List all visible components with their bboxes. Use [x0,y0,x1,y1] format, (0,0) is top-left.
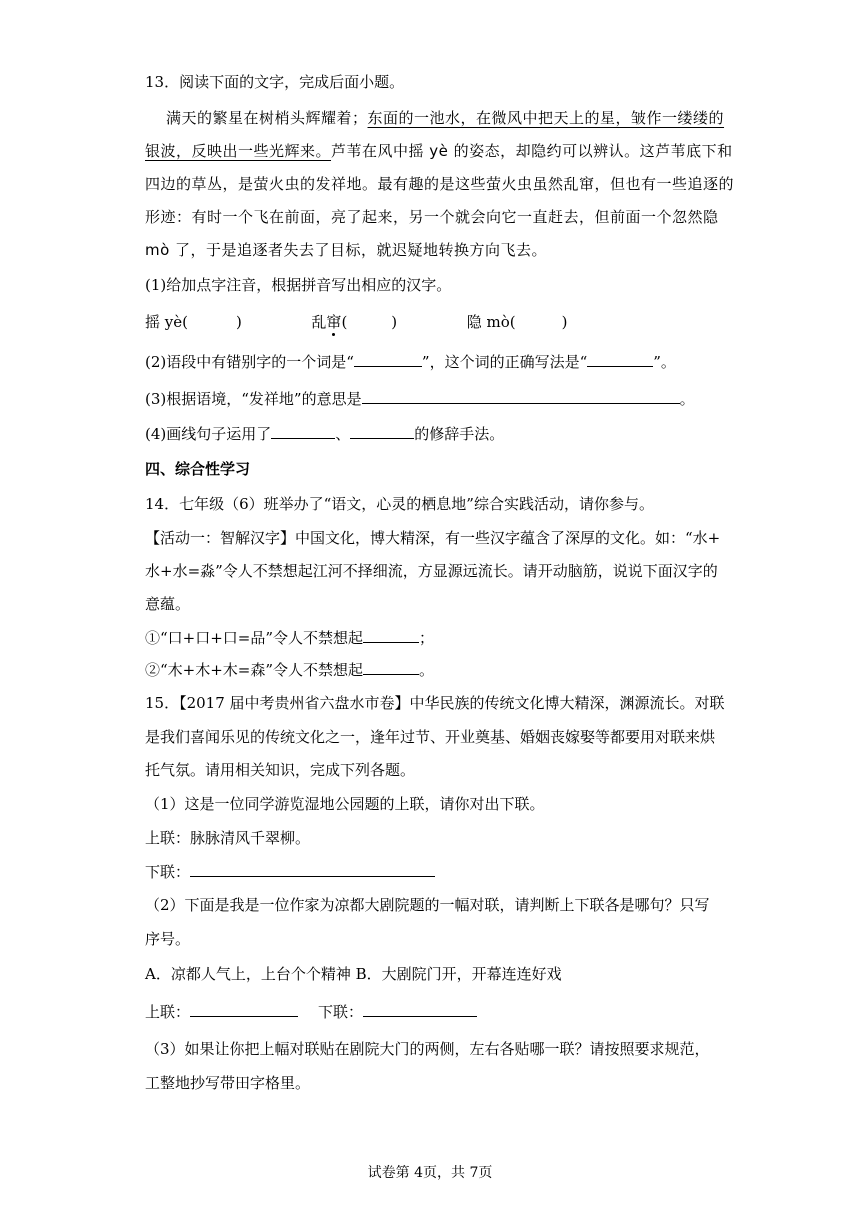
answer-blank[interactable] [190,862,435,877]
q15-answers: 上联： 下联： [145,1002,477,1022]
q15-options: A．凉都人气上，上台个个精神 B．大剧院门开，开幕连连好戏 [145,965,562,983]
answer-blank[interactable] [587,352,653,367]
q13-sub1: (1)给加点字注音，根据拼音写出相应的汉字。 [145,276,452,294]
underlined-sentence: 东面的一池水，在微风中把天上的星，皱作一缕缕的 [367,109,725,127]
q15-part3-line1: （3）如果让你把上幅对联贴在剧院大门的两侧，左右各贴哪一联？请按照要求规范， [145,1040,710,1058]
answer-blank[interactable] [363,1002,477,1017]
q14-line2: 【活动一：智解汉字】中国文化，博大精深，有一些汉字蕴含了深厚的文化。如：“水+ [145,529,721,547]
q13-sub1-items [145,312,567,332]
q14-line3: 水+水=淼”令人不禁想起江河不择细流，方显源远流长。请开动脑筋，说说下面汉字的 [145,562,718,580]
answer-blank[interactable] [362,389,680,404]
q14-item2: ②“木+木+木=森”令人不禁想起 。 [145,661,435,679]
q15-part3-line2: 工整地抄写带田字格里。 [145,1074,311,1092]
q13-title: 13．阅读下面的文字，完成后面小题。 [145,73,405,91]
answer-blank[interactable] [354,352,422,367]
q15-part2-line2: 序号。 [145,930,191,948]
q14-line4: 意蕴。 [145,595,191,613]
dotted-char: 窜 [326,313,342,331]
q14-item1: ①“口+口+口=品”令人不禁想起 ； [145,629,435,647]
answer-blank[interactable] [363,660,419,675]
passage-line-2: 银波，反映出一些光辉来。芦苇在风中摇 yè 的姿态，却隐约可以辨认。这芦苇底下和 [145,142,733,160]
item-yao: 摇 yè( ) [145,313,242,331]
section-heading: 四、综合性学习 [145,460,251,478]
q15-line3: 托气氛。请用相关知识，完成下列各题。 [145,761,416,779]
passage-line-4: 形迹：有时一个飞在前面，亮了起来，另一个就会向它一直赶去，但前面一个忽然隐 [145,208,719,226]
q15-part2-line1: （2）下面是我是一位作家为凉都大剧院题的一幅对联，请判断上下联各是哪句？只写 [145,896,710,914]
shanglian: 上联：脉脉清风千翠柳。 [145,829,311,847]
item-yinmo: 隐 mò( ) [466,313,568,331]
passage-line-5: mò 了，于是追逐者失去了目标，就迟疑地转换方向飞去。 [145,241,548,259]
q15-part1: （1）这是一位同学游览湿地公园题的上联，请你对出下联。 [145,795,545,813]
q15-line1: 15．【2017 届中考贵州省六盘水市卷】中华民族的传统文化博大精深，渊源流长。对联 [145,694,725,712]
passage-line-3: 四边的草丛，是萤火虫的发祥地。最有趣的是这些萤火虫虽然乱窜，但也有一些追逐的 [145,175,735,193]
q13-sub3: (3)根据语境，“发祥地”的意思是 。 [145,390,695,408]
q13-sub4: (4)画线句子运用了 、 的修辞手法。 [145,425,505,443]
page-footer: 试卷第 4页，共 7页 [367,1165,493,1181]
answer-blank[interactable] [363,628,419,643]
passage-line-1: 满天的繁星在树梢头辉耀着；东面的一池水，在微风中把天上的星，皱作一缕缕的 [166,109,725,127]
answer-blank[interactable] [271,424,335,439]
answer-blank[interactable] [350,424,414,439]
q15-line2: 是我们喜闻乐见的传统文化之一，逢年过节、开业奠基、婚姻丧嫁娶等都要用对联来烘 [145,728,716,746]
q14-line1: 14．七年级（6）班举办了“语文，心灵的栖息地”综合实践活动，请你参与。 [145,495,654,513]
q13-sub2: (2)语段中有错别字的一个词是“ ”，这个词的正确写法是“ ”。 [145,353,676,371]
underlined-sentence-end: 银波，反映出一些光辉来。 [145,142,332,160]
xialian: 下联： [145,862,435,882]
item-luancuan: 乱窜( ) [311,313,398,331]
answer-blank[interactable] [190,1002,298,1017]
